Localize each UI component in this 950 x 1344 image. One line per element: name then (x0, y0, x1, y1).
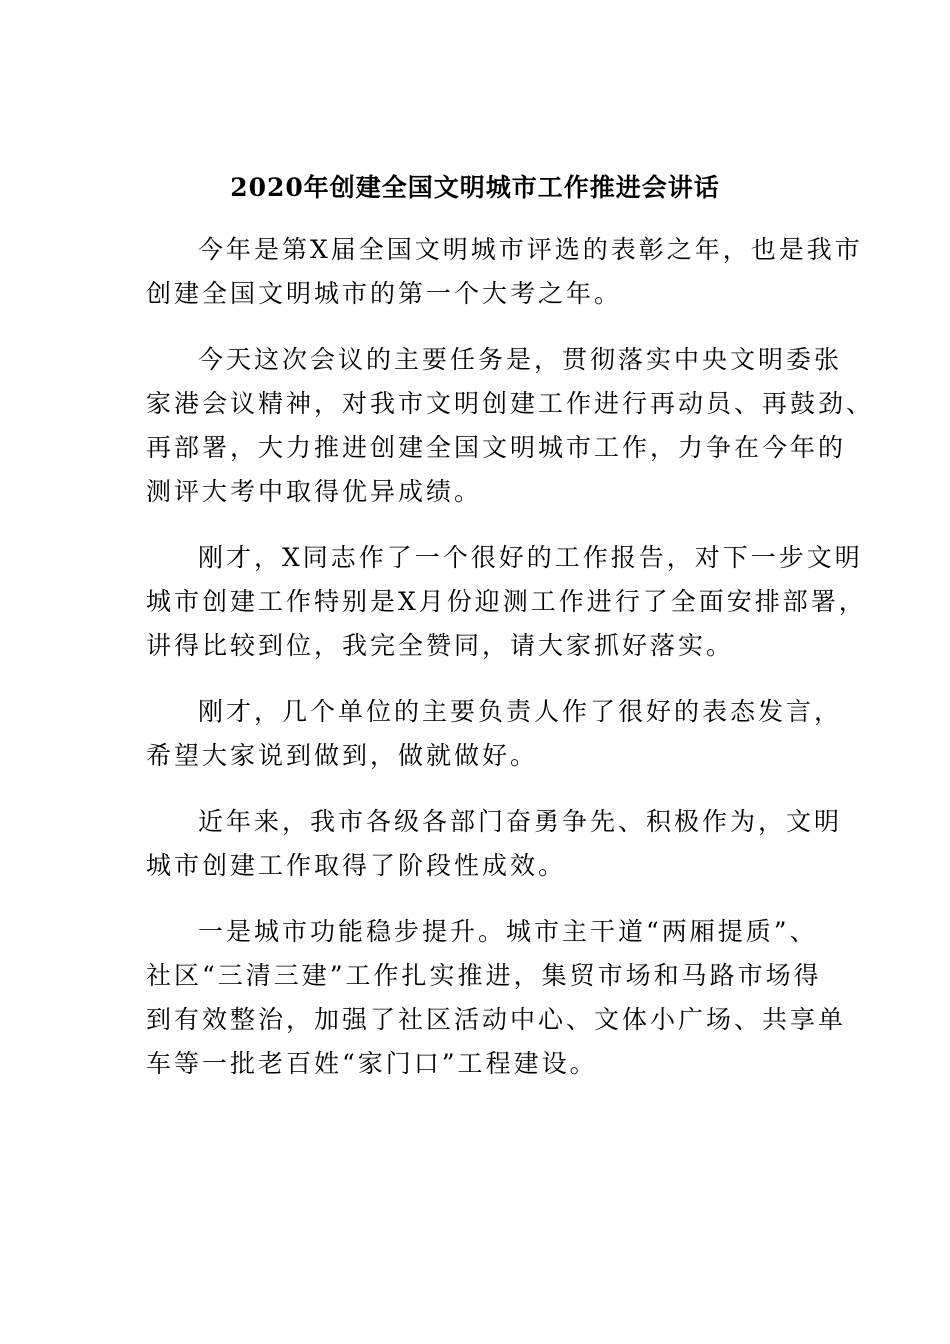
paragraph-line: 刚才，X同志作了一个很好的工作报告，对下一步文明 (198, 543, 863, 572)
paragraph-line: 一是城市功能稳步提升。城市主干道“两厢提质”、 (198, 917, 818, 946)
paragraph-line: 今天这次会议的主要任务是，贯彻落实中央文明委张 (198, 345, 843, 374)
paragraph-line: 社区“三清三建”工作扎实推进，集贸市场和马路市场得 (146, 961, 822, 990)
paragraph-line: 创建全国文明城市的第一个大考之年。 (146, 279, 623, 308)
paragraph-line: 车等一批老百姓“家门口”工程建设。 (146, 1049, 598, 1078)
paragraph-line: 近年来，我市各级各部门奋勇争先、积极作为，文明 (198, 807, 843, 836)
paragraph-2 (146, 338, 875, 514)
paragraph-1 (146, 228, 863, 316)
paragraph-line: 城市创建工作取得了阶段性成效。 (146, 851, 567, 880)
document-body (146, 228, 875, 1108)
paragraph-4 (146, 690, 843, 778)
paragraph-line: 家港会议精神，对我市文明创建工作进行再动员、再鼓劲、 (146, 389, 875, 418)
paragraph-line: 讲得比较到位，我完全赞同，请大家抓好落实。 (146, 631, 735, 660)
paragraph-line: 到有效整治，加强了社区活动中心、文体小广场、共享单 (146, 1005, 847, 1034)
paragraph-6 (146, 910, 847, 1086)
paragraph-line: 测评大考中取得优异成绩。 (146, 477, 483, 506)
paragraph-line: 城市创建工作特别是X月份迎测工作进行了全面安排部署， (146, 587, 867, 616)
paragraph-line: 刚才，几个单位的主要负责人作了很好的表态发言， (198, 697, 843, 726)
paragraph-line: 再部署，大力推进创建全国文明城市工作，力争在今年的 (146, 433, 847, 462)
paragraph-line: 今年是第X届全国文明城市评选的表彰之年，也是我市 (198, 235, 863, 264)
paragraph-5 (146, 800, 843, 888)
document-title: 2020年创建全国文明城市工作推进会讲话 (230, 173, 720, 202)
paragraph-line: 希望大家说到做到，做就做好。 (146, 741, 539, 770)
paragraph-3 (146, 536, 867, 668)
